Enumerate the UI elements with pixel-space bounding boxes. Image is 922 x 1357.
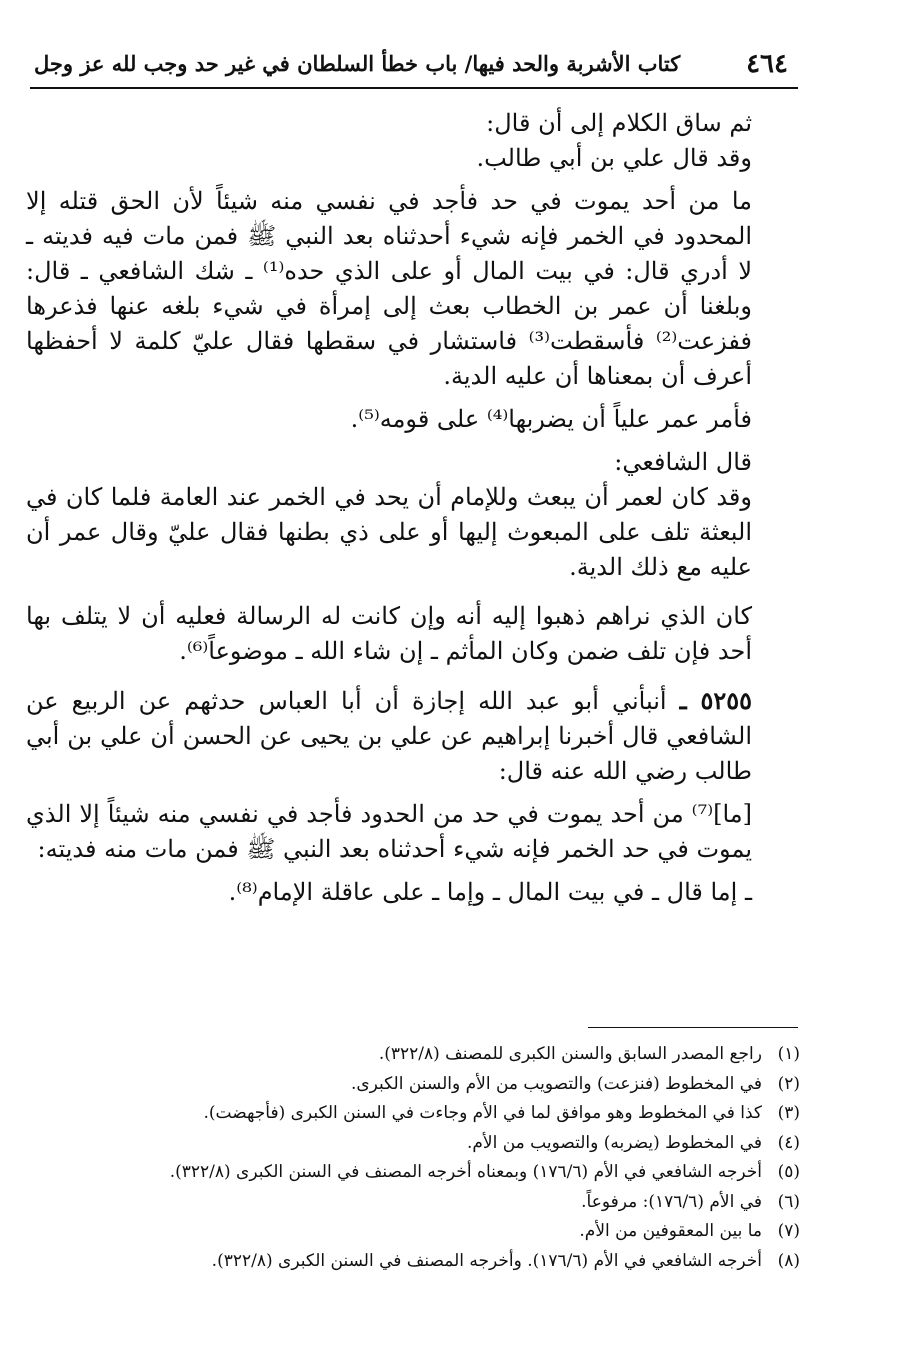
hadith-paragraph: [26, 683, 800, 789]
footnote-4: [60, 1129, 800, 1159]
paragraph-10: ـ إما قال ـ في بيت المال ـ وإما ـ على عاقلة الإمام⁽⁸⁾.: [228, 878, 752, 906]
footnote-7: [60, 1217, 800, 1247]
footnote-text: في المخطوط (فنزعت) والتصويب من الأم والسنن الكبرى.: [350, 1073, 762, 1094]
footnote-number: (٦): [777, 1191, 800, 1212]
main-text: [26, 106, 800, 910]
footnote-number: (٢): [777, 1073, 800, 1094]
footnote-1: [60, 1040, 800, 1070]
footnote-number: (١): [777, 1044, 800, 1064]
hadith-number: ٥٢٥٥ ـ: [679, 686, 752, 715]
hadith-text: أنبأني أبو عبد الله إجازة أن أبا العباس حدثهم عن الربيع عن الشافعي قال أخبرنا إبراهيم عن علي بن يحيى عن الحسن أن علي بن أبي طالب رضي الله عنه قال:: [26, 687, 752, 785]
footnote-text: كذا في المخطوط وهو موافق لما في الأم وجاءت في السنن الكبرى (فأجهضت).: [203, 1103, 762, 1123]
footnote-text: راجع المصدر السابق والسنن الكبرى للمصنف (٣٢٢/٨).: [378, 1044, 762, 1064]
paragraph-5: قال الشافعي:: [614, 448, 752, 476]
footnote-text: في الأم (١٧٦/٦): مرفوعاً.: [581, 1191, 762, 1212]
paragraph-4: فأمر عمر علياً أن يضربها⁽⁴⁾ على قومه⁽⁵⁾.: [350, 405, 752, 433]
page-header: [30, 45, 798, 89]
footnote-text: في المخطوط (يضربه) والتصويب من الأم.: [466, 1132, 762, 1153]
footnote-2: [60, 1070, 800, 1100]
paragraph-2: وقد قال علي بن أبي طالب.: [476, 144, 752, 172]
paragraph-3: ما من أحد يموت في حد فأجد في نفسي منه شيئاً لأن الحق قتله إلا المحدود في الخمر فإنه شيء أحدثناه بعد النبي ﷺ فمن مات فيه فديته ـ لا أدري قال: في بيت المال أو على الذي حده⁽¹⁾ ـ شك الشافعي ـ قال: وبلغنا أن عمر بن الخطاب بعث إلى إمرأة في شيء بلغه عنها فذعرها ففزعت⁽²⁾ فأسقطت⁽³⁾ فاستشار في سقطها فقال عليّ كلمة لا أحفظها أعرف أن بمعناها أن عليه الدية.: [26, 187, 753, 390]
footnote-text: أخرجه الشافعي في الأم (١٧٦/٦) وبمعناه أخرجه المصنف في السنن الكبرى (٣٢٢/٨).: [169, 1162, 762, 1182]
footnote-number: (٣): [777, 1103, 800, 1123]
footnote-8: [60, 1247, 800, 1277]
footnote-5: [60, 1158, 800, 1188]
footnote-6: [60, 1188, 800, 1218]
running-title: كتاب الأشربة والحد فيها/ باب خطأ السلطان في غير حد وجب لله عز وجل: [34, 51, 681, 76]
paragraph-1: ثم ساق الكلام إلى أن قال:: [486, 109, 752, 137]
paragraph-9: [ما]⁽⁷⁾ من أحد يموت في حد من الحدود فأجد في نفسي منه شيئاً إلا الذي يموت في حد الخمر فإنه شيء أحدثناه بعد النبي ﷺ فمن مات منه فديته:: [26, 800, 752, 863]
footnote-text: أخرجه الشافعي في الأم (١٧٦/٦). وأخرجه المصنف في السنن الكبرى (٣٢٢/٨).: [211, 1250, 762, 1271]
footnote-number: (٧): [777, 1221, 800, 1241]
footnote-number: (٨): [777, 1250, 800, 1271]
footnotes: [60, 1040, 800, 1276]
footnote-number: (٤): [777, 1132, 800, 1153]
page-number: ٤٦٤: [746, 49, 788, 79]
footnote-text: ما بين المعقوفين من الأم.: [579, 1221, 762, 1241]
paragraph-7: كان الذي نراهم ذهبوا إليه أنه وإن كانت له الرسالة فعليه أن لا يتلف بها أحد فإن تلف ضمن وكان المأثم ـ إن شاء الله ـ موضوعاً⁽⁶⁾.: [26, 602, 752, 665]
paragraph-6: وقد كان لعمر أن يبعث وللإمام أن يحد في الخمر عند العامة فلما كان في البعثة تلف على المبعوث إليها أو على ذي بطنها فقال عليّ وقال عمر أن عليه مع ذلك الدية.: [26, 483, 752, 581]
footnote-3: [60, 1099, 800, 1129]
footnote-separator: [588, 1027, 798, 1028]
footnote-number: (٥): [777, 1162, 800, 1182]
